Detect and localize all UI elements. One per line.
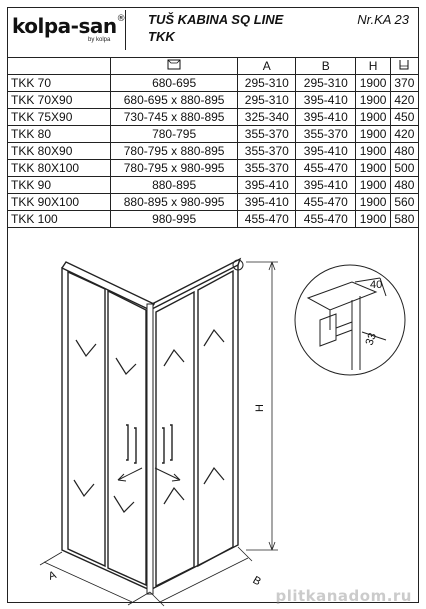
cell-b: 395-410 bbox=[296, 177, 356, 194]
brand-tagline: by kolpa bbox=[88, 37, 111, 43]
detail-top-label: 40 bbox=[370, 279, 383, 291]
cell-model: TKK 75X90 bbox=[8, 109, 111, 126]
cell-a: 295-310 bbox=[238, 92, 296, 109]
cell-b: 355-370 bbox=[296, 126, 356, 143]
cell-model: TKK 90 bbox=[8, 177, 111, 194]
cell-a: 355-370 bbox=[238, 143, 296, 160]
cell-size: 730-745 x 880-895 bbox=[110, 109, 238, 126]
product-title: TUŠ KABINA SQ LINE bbox=[148, 12, 284, 27]
col-b-header: B bbox=[296, 58, 356, 75]
cabin-drawing bbox=[0, 240, 426, 609]
cell-model: TKK 100 bbox=[8, 211, 111, 228]
table-row bbox=[8, 143, 419, 160]
cell-model: TKK 80X100 bbox=[8, 160, 111, 177]
cell-model: TKK 90X100 bbox=[8, 194, 111, 211]
table-row bbox=[8, 126, 419, 143]
height-label: H bbox=[254, 404, 266, 412]
col-depth-header bbox=[390, 58, 418, 75]
cell-a: 325-340 bbox=[238, 109, 296, 126]
cell-depth: 580 bbox=[390, 211, 418, 228]
cell-h: 1900 bbox=[356, 194, 390, 211]
cell-depth: 560 bbox=[390, 194, 418, 211]
cell-a: 355-370 bbox=[238, 126, 296, 143]
cell-h: 1900 bbox=[356, 211, 390, 228]
corner-post bbox=[147, 304, 153, 594]
cell-size: 780-795 x 980-995 bbox=[110, 160, 238, 177]
cell-a: 295-310 bbox=[238, 75, 296, 92]
cell-depth: 420 bbox=[390, 126, 418, 143]
a-label: A bbox=[46, 569, 58, 583]
col-model-header bbox=[8, 58, 111, 75]
cell-model: TKK 70 bbox=[8, 75, 111, 92]
table-row bbox=[8, 75, 419, 92]
width-b-dimension bbox=[150, 547, 252, 606]
header-divider bbox=[125, 10, 126, 50]
b-label: B bbox=[250, 574, 263, 589]
brand-registered-mark: ® bbox=[116, 14, 126, 25]
cell-depth: 480 bbox=[390, 177, 418, 194]
tray-width-icon bbox=[167, 59, 181, 70]
cell-b: 295-310 bbox=[296, 75, 356, 92]
cell-depth: 370 bbox=[390, 75, 418, 92]
brand-name: kolpa-san bbox=[12, 14, 117, 38]
catalog-code: Nr.KA 23 bbox=[357, 12, 409, 27]
col-h-header: H bbox=[356, 58, 390, 75]
cell-h: 1900 bbox=[356, 92, 390, 109]
brand-logo bbox=[12, 14, 125, 38]
cell-b: 455-470 bbox=[296, 160, 356, 177]
cell-model: TKK 70X90 bbox=[8, 92, 111, 109]
cell-h: 1900 bbox=[356, 160, 390, 177]
tray-depth-icon bbox=[398, 59, 410, 70]
cell-size: 980-995 bbox=[110, 211, 238, 228]
cell-b: 395-410 bbox=[296, 92, 356, 109]
col-size-header bbox=[110, 58, 238, 75]
cell-size: 880-895 x 980-995 bbox=[110, 194, 238, 211]
left-panel bbox=[62, 262, 154, 590]
cell-a: 395-410 bbox=[238, 194, 296, 211]
profile-detail bbox=[295, 265, 405, 375]
cell-size: 780-795 bbox=[110, 126, 238, 143]
table-header-row bbox=[8, 58, 419, 75]
cell-depth: 500 bbox=[390, 160, 418, 177]
cell-h: 1900 bbox=[356, 126, 390, 143]
cell-h: 1900 bbox=[356, 143, 390, 160]
cell-a: 395-410 bbox=[238, 177, 296, 194]
watermark: plitkanadom.ru bbox=[275, 587, 412, 605]
cell-a: 455-470 bbox=[238, 211, 296, 228]
cell-b: 395-410 bbox=[296, 109, 356, 126]
cell-size: 780-795 x 880-895 bbox=[110, 143, 238, 160]
cell-depth: 420 bbox=[390, 92, 418, 109]
cell-b: 455-470 bbox=[296, 194, 356, 211]
table-row bbox=[8, 177, 419, 194]
cell-b: 455-470 bbox=[296, 211, 356, 228]
cell-b: 395-410 bbox=[296, 143, 356, 160]
cell-size: 680-695 x 880-895 bbox=[110, 92, 238, 109]
cell-depth: 450 bbox=[390, 109, 418, 126]
table-row bbox=[8, 92, 419, 109]
cell-h: 1900 bbox=[356, 75, 390, 92]
cell-model: TKK 80X90 bbox=[8, 143, 111, 160]
right-panel bbox=[150, 259, 240, 590]
product-subtitle: TKK bbox=[148, 29, 175, 44]
cell-size: 680-695 bbox=[110, 75, 238, 92]
dimension-table bbox=[7, 57, 419, 228]
table-row bbox=[8, 109, 419, 126]
table-row bbox=[8, 211, 419, 228]
cell-model: TKK 80 bbox=[8, 126, 111, 143]
cell-depth: 480 bbox=[390, 143, 418, 160]
col-a-header: A bbox=[238, 58, 296, 75]
cell-h: 1900 bbox=[356, 109, 390, 126]
table-row bbox=[8, 194, 419, 211]
table-row bbox=[8, 160, 419, 177]
cell-a: 355-370 bbox=[238, 160, 296, 177]
cell-h: 1900 bbox=[356, 177, 390, 194]
detail-side-label: 33 bbox=[363, 331, 380, 348]
cell-size: 880-895 bbox=[110, 177, 238, 194]
